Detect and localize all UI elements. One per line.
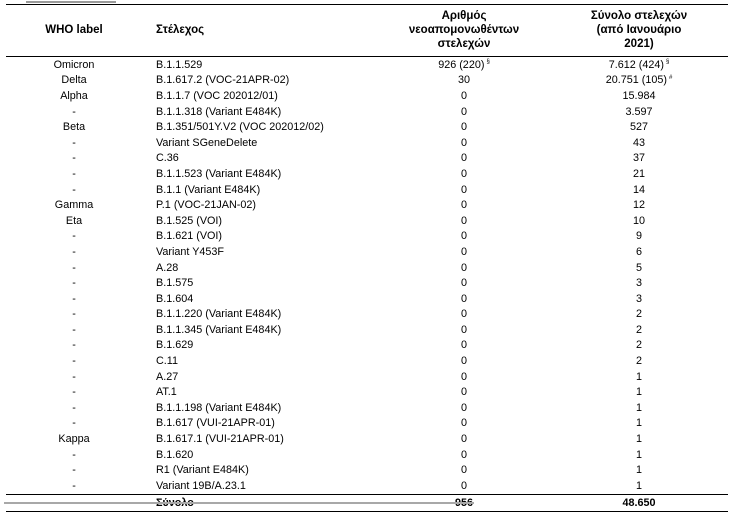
header-total-line3: 2021)	[624, 38, 654, 50]
cell-total	[550, 431, 728, 447]
cell-new-count	[378, 73, 550, 89]
cell-strain	[142, 229, 378, 245]
cell-strain	[142, 244, 378, 260]
cell-who-label	[6, 260, 142, 276]
cell-new-count-text: 0	[460, 277, 467, 290]
header-strain: Στέλεχος	[156, 24, 205, 36]
cell-who-label-text: -	[72, 245, 76, 258]
table-row	[6, 166, 728, 182]
cell-who-label-text: Kappa	[58, 433, 90, 446]
cell-strain-text: B.1.1.523 (Variant E484K)	[156, 167, 282, 180]
header-new-count	[378, 5, 550, 57]
cell-total-text: 3	[635, 292, 642, 305]
cell-strain-text: C.11	[156, 355, 179, 368]
cell-new-count	[378, 135, 550, 151]
cell-total	[550, 447, 728, 463]
table-row	[6, 151, 728, 167]
cell-total-text: 3.597	[625, 105, 653, 118]
cell-total-text: 1	[635, 479, 642, 492]
cell-who-label-text: -	[72, 339, 76, 352]
cell-strain-text: A.27	[156, 370, 179, 383]
cell-who-label	[6, 338, 142, 354]
cell-new-count-text: 0	[460, 448, 467, 461]
cell-who-label	[6, 197, 142, 213]
cell-new-count	[378, 400, 550, 416]
cell-total-text: 21	[632, 167, 645, 180]
cell-total	[550, 104, 728, 120]
header-total-line2: (από Ιανουάριο	[596, 24, 682, 36]
cell-new-count	[378, 166, 550, 182]
cell-strain	[142, 260, 378, 276]
table-row	[6, 135, 728, 151]
cell-new-count	[378, 104, 550, 120]
cell-total	[550, 400, 728, 416]
table-row	[6, 307, 728, 323]
cell-total	[550, 478, 728, 494]
cell-strain-text: B.1.604	[156, 292, 194, 305]
cell-total	[550, 213, 728, 229]
cell-strain	[142, 447, 378, 463]
footnote-marker: §	[486, 59, 490, 66]
cell-who-label-text: Delta	[61, 74, 87, 87]
cell-new-count-text: 0	[460, 245, 467, 258]
cell-strain-text: B.1.617.1 (VUI-21APR-01)	[156, 433, 284, 446]
cell-strain	[142, 307, 378, 323]
cell-new-count	[378, 57, 550, 73]
cell-new-count	[378, 151, 550, 167]
cell-strain	[142, 275, 378, 291]
cell-who-label	[6, 73, 142, 89]
table-row	[6, 416, 728, 432]
table-row	[6, 322, 728, 338]
cell-total-text: 2	[635, 308, 642, 321]
cell-strain	[142, 88, 378, 104]
cell-total	[550, 291, 728, 307]
cell-total-text: 1	[635, 417, 642, 430]
cell-strain	[142, 400, 378, 416]
cell-new-count-text: 0	[460, 167, 467, 180]
cell-total	[550, 307, 728, 323]
cell-who-label-text: -	[72, 308, 76, 321]
cell-total	[550, 322, 728, 338]
table-body	[6, 57, 728, 512]
cell-new-count	[378, 88, 550, 104]
cell-new-count-text: 0	[460, 105, 467, 118]
cell-strain-text: B.1.1.345 (Variant E484K)	[156, 323, 282, 336]
cell-who-label	[6, 384, 142, 400]
table-row	[6, 260, 728, 276]
cell-strain	[142, 182, 378, 198]
cell-new-count	[378, 353, 550, 369]
cell-new-count	[378, 197, 550, 213]
table-row	[6, 338, 728, 354]
cell-new-count	[378, 369, 550, 385]
cell-total-text: 1	[635, 448, 642, 461]
cell-strain	[142, 213, 378, 229]
cell-who-label-text: Omicron	[53, 58, 95, 71]
cell-new-count-text: 0	[460, 308, 467, 321]
cell-who-label-text: -	[72, 167, 76, 180]
cell-strain-text: B.1.351/501Y.V2 (VOC 202012/02)	[156, 121, 324, 134]
cell-new-count-text: 0	[460, 230, 467, 243]
cell-new-count-text: 0	[460, 323, 467, 336]
cell-who-label-text: -	[72, 386, 76, 399]
cell-new-count	[378, 478, 550, 494]
table-row	[6, 229, 728, 245]
cell-who-label-text: -	[72, 105, 76, 118]
cell-strain-text: B.1.629	[156, 339, 194, 352]
cell-strain	[142, 338, 378, 354]
cell-strain-text: A.28	[156, 261, 179, 274]
cell-who-label-text: -	[72, 323, 76, 336]
table-row	[6, 275, 728, 291]
cell-strain-text: B.1.1.529	[156, 58, 203, 71]
cell-who-label	[6, 119, 142, 135]
cell-new-count-text: 0	[460, 292, 467, 305]
cell-total-text: 43	[632, 136, 645, 149]
cell-strain	[142, 73, 378, 89]
cell-new-count	[378, 213, 550, 229]
cell-strain	[142, 416, 378, 432]
table-row	[6, 57, 728, 73]
cell-strain-text: B.1.1.318 (Variant E484K)	[156, 105, 282, 118]
cell-strain-text: Variant SGeneDelete	[156, 136, 258, 149]
cell-total-text: 3	[635, 277, 642, 290]
cell-strain-text: Variant 19B/A.23.1	[156, 479, 246, 492]
cell-who-label-text: -	[72, 136, 76, 149]
table-row	[6, 353, 728, 369]
cell-total-text: 1	[635, 433, 642, 446]
cell-total-text: 12	[632, 199, 645, 212]
cell-who-label	[6, 431, 142, 447]
cell-strain-text: B.1.621 (VOI)	[156, 230, 223, 243]
cell-new-count	[378, 291, 550, 307]
cell-new-count-text: 0	[460, 464, 467, 477]
cell-new-count-text: 0	[460, 479, 467, 492]
table-row	[6, 462, 728, 478]
table-row	[6, 400, 728, 416]
table-row	[6, 244, 728, 260]
cell-total-text: 10	[632, 214, 645, 227]
cell-total	[550, 244, 728, 260]
cell-strain	[142, 462, 378, 478]
cell-total	[550, 197, 728, 213]
cell-strain	[142, 353, 378, 369]
cell-total	[550, 88, 728, 104]
cell-total-text: 1	[635, 386, 642, 399]
cell-strain-text: R1 (Variant E484K)	[156, 464, 249, 477]
cell-new-count	[378, 384, 550, 400]
cell-who-label	[6, 416, 142, 432]
cell-total	[550, 135, 728, 151]
table-row	[6, 73, 728, 89]
cell-who-label	[6, 213, 142, 229]
cell-new-count	[378, 275, 550, 291]
cell-new-count-text: 0	[460, 401, 467, 414]
cell-new-count-text: 0	[460, 339, 467, 352]
cell-who-label	[6, 182, 142, 198]
cell-who-label-text: -	[72, 277, 76, 290]
cell-who-label-text: -	[72, 152, 76, 165]
cell-strain	[142, 135, 378, 151]
cell-new-count-text: 926 (220)	[438, 58, 485, 71]
cell-new-count-text: 0	[460, 433, 467, 446]
cell-strain-text: B.1.620	[156, 448, 194, 461]
cell-total	[550, 369, 728, 385]
cell-total-text: 15.984	[622, 89, 656, 102]
cell-strain	[142, 57, 378, 73]
cell-total-text: 9	[635, 230, 642, 243]
cell-total-text: 7.612 (424)	[608, 58, 664, 71]
cell-new-count	[378, 431, 550, 447]
cell-total	[550, 182, 728, 198]
header-new-count-line1: Αριθμός	[441, 10, 487, 22]
cell-who-label	[6, 400, 142, 416]
cell-strain-text: B.1.525 (VOI)	[156, 214, 223, 227]
cell-who-label-text: Beta	[62, 121, 86, 134]
cell-who-label	[6, 104, 142, 120]
cell-strain-text: B.1.575	[156, 277, 194, 290]
cell-new-count-text: 30	[457, 74, 470, 87]
cell-total	[550, 260, 728, 276]
cell-new-count	[378, 182, 550, 198]
cell-strain	[142, 478, 378, 494]
cell-who-label	[6, 275, 142, 291]
cell-who-label-text: Gamma	[54, 199, 94, 212]
cell-new-count	[378, 307, 550, 323]
cell-new-count-text: 0	[460, 183, 467, 196]
cell-who-label-text: -	[72, 183, 76, 196]
footnote-marker: #	[668, 74, 673, 81]
cell-total	[550, 416, 728, 432]
cell-new-count-text: 0	[460, 214, 467, 227]
cell-who-label	[6, 166, 142, 182]
cell-strain	[142, 197, 378, 213]
table-row	[6, 384, 728, 400]
header-new-count-line2: νεοαπομονωθέντων	[408, 24, 520, 36]
table-row	[6, 478, 728, 494]
footnote-marker: §	[665, 59, 670, 66]
table-row	[6, 369, 728, 385]
table-header	[6, 5, 728, 57]
cell-total-text: 1	[635, 370, 642, 383]
cell-strain-text: B.1.1.198 (Variant E484K)	[156, 401, 282, 414]
cell-who-label-text: Alpha	[60, 89, 88, 102]
cell-total-text: 6	[635, 245, 642, 258]
cell-who-label	[6, 291, 142, 307]
table-row	[6, 119, 728, 135]
cell-total	[550, 275, 728, 291]
cell-total-text: 37	[632, 152, 645, 165]
table-row	[6, 197, 728, 213]
table-row	[6, 182, 728, 198]
cell-total	[550, 384, 728, 400]
cell-who-label-text: -	[72, 261, 76, 274]
cell-new-count	[378, 338, 550, 354]
cell-who-label-text: -	[72, 479, 76, 492]
header-new-count-line3: στελεχών	[437, 38, 491, 50]
cell-strain-text: AT.1	[156, 386, 177, 399]
cell-strain	[142, 104, 378, 120]
cell-who-label-text: -	[72, 401, 76, 414]
cell-new-count-text: 0	[460, 355, 467, 368]
cell-who-label	[6, 322, 142, 338]
cell-new-count	[378, 229, 550, 245]
table-row	[6, 104, 728, 120]
cell-who-label-text: -	[72, 355, 76, 368]
cell-new-count-text: 0	[460, 121, 467, 134]
cell-total-text: 2	[635, 323, 642, 336]
cell-total	[550, 462, 728, 478]
cell-strain	[142, 151, 378, 167]
cell-who-label-text: -	[72, 448, 76, 461]
cell-who-label	[6, 447, 142, 463]
cell-strain-text: B.1.1.7 (VOC 202012/01)	[156, 89, 278, 102]
cell-strain-text: B.1.1.220 (Variant E484K)	[156, 308, 282, 321]
cell-new-count-text: 0	[460, 136, 467, 149]
cell-total-text: 2	[635, 339, 642, 352]
cell-total	[550, 229, 728, 245]
cell-strain	[142, 119, 378, 135]
cell-new-count-text: 0	[460, 261, 467, 274]
cell-total	[550, 353, 728, 369]
cell-new-count	[378, 244, 550, 260]
cell-total	[550, 338, 728, 354]
cell-total	[550, 151, 728, 167]
cell-strain	[142, 431, 378, 447]
table-row	[6, 213, 728, 229]
cell-who-label	[6, 307, 142, 323]
cell-strain	[142, 384, 378, 400]
cell-new-count-text: 0	[460, 417, 467, 430]
cell-strain	[142, 322, 378, 338]
header-total-line1: Σύνολο στελεχών	[590, 10, 688, 22]
cell-total-text: 1	[635, 401, 642, 414]
cell-new-count	[378, 447, 550, 463]
cell-new-count	[378, 416, 550, 432]
cell-who-label	[6, 57, 142, 73]
cell-who-label	[6, 229, 142, 245]
cell-new-count	[378, 462, 550, 478]
cell-strain-text: P.1 (VOC-21JAN-02)	[156, 199, 257, 212]
variants-table	[6, 4, 728, 512]
cell-who-label	[6, 151, 142, 167]
cell-who-label	[6, 369, 142, 385]
cell-who-label-text: Eta	[65, 214, 83, 227]
cell-strain-text: B.1.617.2 (VOC-21APR-02)	[156, 74, 290, 87]
cell-strain	[142, 166, 378, 182]
cell-who-label	[6, 244, 142, 260]
cell-who-label-text: -	[72, 370, 76, 383]
cell-who-label-text: -	[72, 417, 76, 430]
header-total	[550, 5, 728, 57]
cell-new-count	[378, 260, 550, 276]
cell-new-count	[378, 119, 550, 135]
table-row	[6, 431, 728, 447]
cell-strain-text: B.1.1 (Variant E484K)	[156, 183, 261, 196]
cell-who-label	[6, 353, 142, 369]
cell-strain-text: Variant Y453F	[156, 245, 225, 258]
cell-strain	[142, 291, 378, 307]
table-row	[6, 447, 728, 463]
cell-new-count-text: 0	[460, 199, 467, 212]
table-row	[6, 88, 728, 104]
cell-new-count-text: 0	[460, 152, 467, 165]
cell-total	[550, 119, 728, 135]
cell-total	[550, 73, 728, 89]
cell-new-count	[378, 322, 550, 338]
cell-who-label-text: -	[72, 292, 76, 305]
cell-total-text: 14	[632, 183, 645, 196]
cell-total-text: 5	[635, 261, 642, 274]
cell-new-count-text: 0	[460, 89, 467, 102]
cell-new-count-text: 0	[460, 370, 467, 383]
header-who-label: WHO label	[45, 24, 103, 36]
cell-total-text: 2	[635, 355, 642, 368]
cropped-text-bottom	[0, 500, 520, 505]
cell-total-text: 527	[629, 121, 648, 134]
cell-total-text: 1	[635, 464, 642, 477]
cell-who-label	[6, 88, 142, 104]
cell-strain-text: C.36	[156, 152, 179, 165]
cell-who-label-text: -	[72, 230, 76, 243]
cell-who-label	[6, 462, 142, 478]
cell-total	[550, 57, 728, 73]
cell-who-label	[6, 135, 142, 151]
total-overall: 48.650	[550, 494, 728, 511]
table-row	[6, 291, 728, 307]
cell-total	[550, 166, 728, 182]
cell-total-text: 20.751 (105)	[605, 74, 667, 87]
cell-who-label-text: -	[72, 464, 76, 477]
cell-strain-text: B.1.617 (VUI-21APR-01)	[156, 417, 275, 430]
cell-who-label	[6, 478, 142, 494]
cell-strain	[142, 369, 378, 385]
cell-new-count-text: 0	[460, 386, 467, 399]
